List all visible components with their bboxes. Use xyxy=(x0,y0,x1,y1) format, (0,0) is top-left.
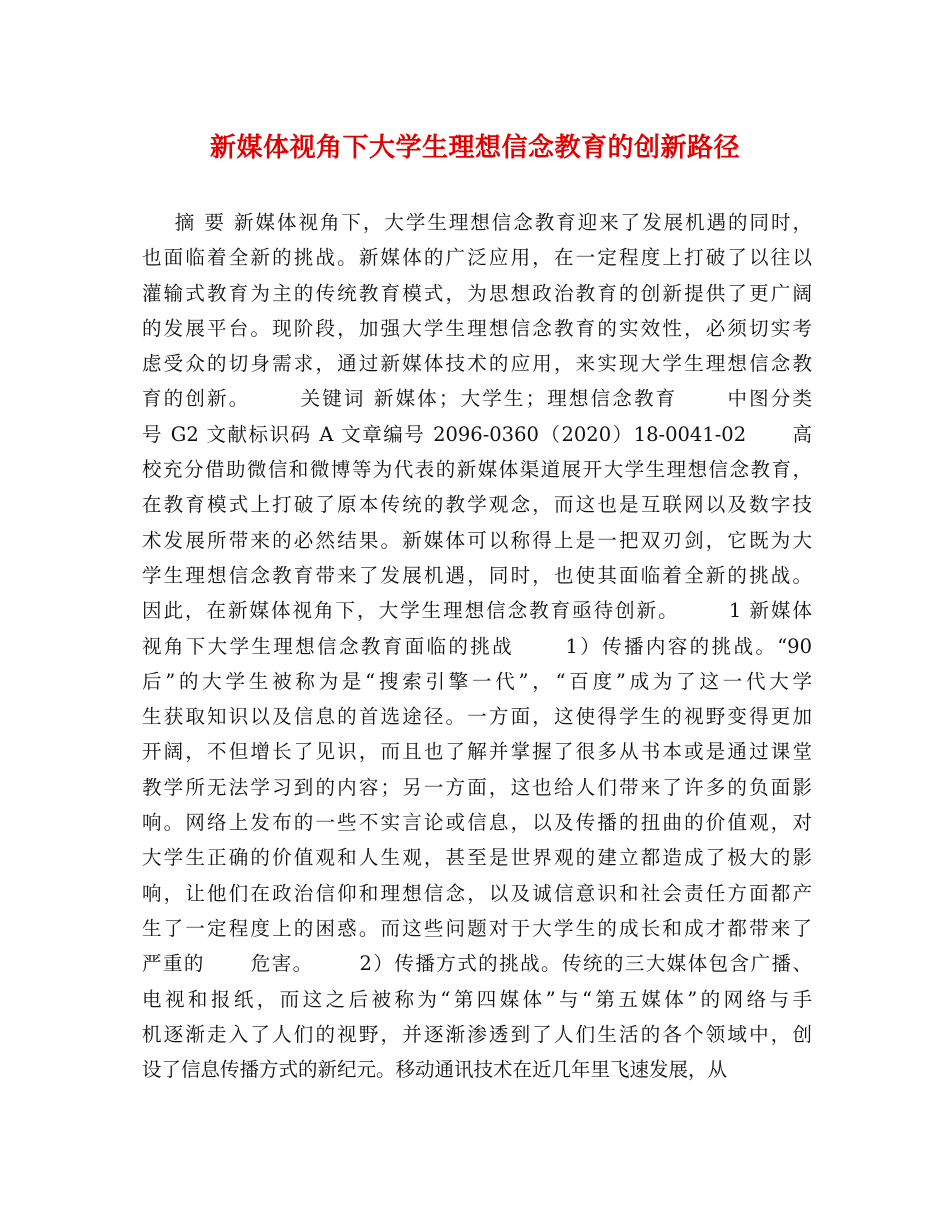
body-line: 虑受众的切身需求，通过新媒体技术的应用，来实现大学生理想信念教 xyxy=(142,352,812,376)
body-line: 在教育模式上打破了原本传统的教学观念，而这也是互联网以及数字技 xyxy=(142,493,812,517)
body-line: 开阔，不但增长了见识，而且也了解并掌握了很多从书本或是通过课堂 xyxy=(142,740,812,764)
body-line: 设了信息传播方式的新纪元。移动通讯技术在近几年里飞速发展，从 xyxy=(142,1058,728,1082)
body-line: 教学所无法学习到的内容；另一方面，这也给人们带来了许多的负面影 xyxy=(142,775,812,799)
body-line: 校充分借助微信和微博等为代表的新媒体渠道展开大学生理想信念教育， xyxy=(142,458,812,482)
body-line: 视角下大学生理想信念教育面临的挑战 1）传播内容的挑战。“90 xyxy=(142,634,812,658)
body-line: 术发展所带来的必然结果。新媒体可以称得上是一把双刃剑，它既为大 xyxy=(142,528,812,552)
body-line: 生了一定程度上的困惑。而这些问题对于大学生的成长和成才都带来了 xyxy=(142,916,812,940)
body-line: 大学生正确的价值观和人生观，甚至是世界观的建立都造成了极大的影 xyxy=(142,846,812,870)
body-line: 生获取知识以及信息的首选途径。一方面，这使得学生的视野变得更加 xyxy=(142,705,812,729)
body-line: 摘 要 新媒体视角下，大学生理想信念教育迎来了发展机遇的同时， xyxy=(142,211,812,234)
body-line: 响，让他们在政治信仰和理想信念，以及诚信意识和社会责任方面都产 xyxy=(142,881,812,905)
body-line: 电视和报纸，而这之后被称为“第四媒体”与“第五媒体”的网络与手 xyxy=(142,987,812,1011)
body-line: 号 G2 文献标识码 A 文章编号 2096-0360（2020）18-0041-02 高 xyxy=(142,422,812,446)
body-line: 的发展平台。现阶段，加强大学生理想信念教育的实效性，必须切实考 xyxy=(142,316,812,340)
body-line: 育的创新。 关键词 新媒体；大学生；理想信念教育 中图分类 xyxy=(142,387,812,411)
body-line: 严重的 危害。 2）传播方式的挑战。传统的三大媒体包含广播、 xyxy=(142,952,812,976)
body-line: 机逐渐走入了人们的视野，并逐渐渗透到了人们生活的各个领域中，创 xyxy=(142,1022,812,1046)
body-line: 灌输式教育为主的传统教育模式，为思想政治教育的创新提供了更广阔 xyxy=(142,281,812,305)
body-line: 因此，在新媒体视角下，大学生理想信念教育亟待创新。 1 新媒体 xyxy=(142,599,812,623)
body-line: 后”的大学生被称为是“搜索引擎一代”，“百度”成为了这一代大学 xyxy=(142,669,812,693)
document-body xyxy=(142,205,812,1087)
body-line: 响。网络上发布的一些不实言论或信息，以及传播的扭曲的价值观，对 xyxy=(142,811,812,835)
body-line: 也面临着全新的挑战。新媒体的广泛应用，在一定程度上打破了以往以 xyxy=(142,246,812,270)
document-title: 新媒体视角下大学生理想信念教育的创新路径 xyxy=(209,133,740,163)
body-line: 学生理想信念教育带来了发展机遇，同时，也使其面临着全新的挑战。 xyxy=(142,563,812,587)
